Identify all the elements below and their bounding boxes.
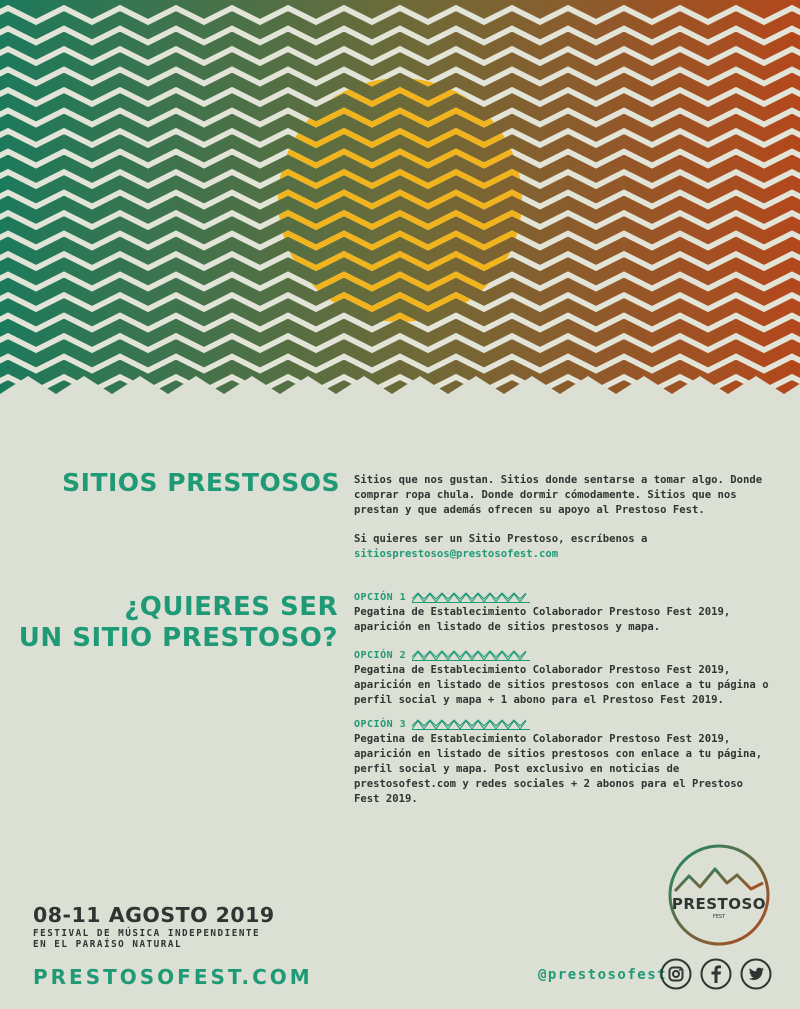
zigzag-header-art [0,0,800,415]
option-line: perfil social y mapa + 1 abono para el Prestoso Fest 2019. [354,694,724,706]
event-description [33,929,260,950]
intro-line: comprar ropa chula. Donde dormir cómodamente. Sitios que nos [354,489,737,501]
option-label: OPCIÓN 1 [354,591,407,603]
logo-name: PRESTOSO [671,895,767,913]
email-link[interactable]: sitiosprestosos@prestosofest.com [354,548,559,560]
event-desc-line: FESTIVAL DE MÚSICA INDEPENDIENTE [33,928,261,939]
option-line: aparición en listado de sitios prestosos y mapa. [354,621,661,633]
option-line: prestosofest.com y redes sociales + 2 abonos para el Prestoso [354,778,744,790]
social-handle[interactable]: @prestosofest [538,967,668,983]
option-line: Fest 2019. [354,793,418,805]
option-3 [354,717,774,807]
intro-line: prestan y que además ofrecen su apoyo al Prestoso Fest. [354,504,705,516]
option-label: OPCIÓN 3 [354,718,407,730]
option-line: Pegatina de Establecimiento Colaborador Prestoso Fest 2019, [354,606,731,618]
option-label: OPCIÓN 2 [354,649,407,661]
event-date: 08-11 AGOSTO 2019 [33,903,275,927]
website-link[interactable]: PRESTOSOFEST.COM [33,965,313,989]
mountains-icon [412,717,532,731]
mountains-icon [412,648,532,662]
sitios-prestosos-title: SITIOS PRESTOSOS [62,468,340,497]
option-line: aparición en listado de sitios prestosos con enlace a tu página o [354,679,769,691]
invite-text: Si quieres ser un Sitio Prestoso, escríbenos a [354,533,648,545]
option-line: aparición en listado de sitios prestosos con enlace a tu página, [354,748,763,760]
facebook-icon[interactable] [700,958,732,990]
quieres-title-line: ¿QUIERES SER [124,592,338,622]
logo-sub: FEST [712,914,726,920]
quieres-title [19,592,338,654]
sitios-intro-text [354,473,774,562]
option-line: Pegatina de Establecimiento Colaborador Prestoso Fest 2019, [354,664,731,676]
option-1 [354,590,774,635]
quieres-title-line: UN SITIO PRESTOSO? [18,623,338,653]
zigzag-gradient-fill [0,0,800,415]
mountain-logo-icon [675,869,763,891]
intro-line: Sitios que nos gustan. Sitios donde sentarse a tomar algo. Donde [354,474,763,486]
instagram-icon[interactable] [660,958,692,990]
option-2 [354,648,774,708]
option-line: Pegatina de Establecimiento Colaborador Prestoso Fest 2019, [354,733,731,745]
option-line: perfil social y mapa. Post exclusivo en noticias de [354,763,680,775]
prestoso-logo [667,843,771,947]
mountains-icon [412,590,532,604]
event-desc-line: EN EL PARAÍSO NATURAL [33,938,183,950]
twitter-icon[interactable] [740,958,772,990]
